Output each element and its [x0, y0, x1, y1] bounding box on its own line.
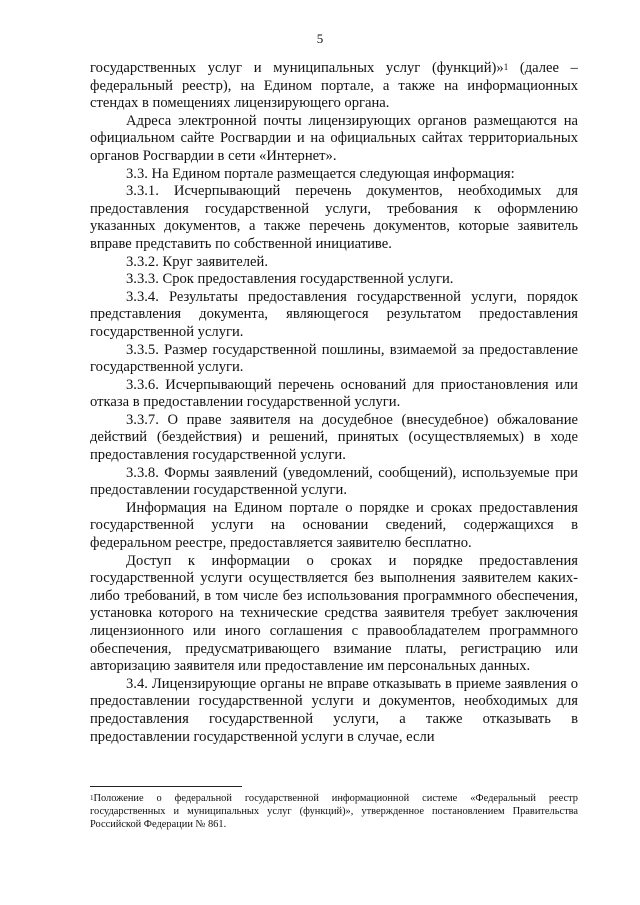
paragraph-3-3-6: 3.3.6. Исчерпывающий перечень оснований для приостановления или отказа в предоставлении государственной услуги. [90, 376, 578, 411]
footnote-marker: 1 [90, 794, 94, 802]
paragraph-3-3: 3.3. На Едином портале размещается следующая информация: [126, 165, 515, 182]
paragraph-3-3-2: 3.3.2. Круг заявителей. [126, 253, 268, 270]
footnote-reference[interactable]: 1 [503, 62, 509, 72]
footnote-divider [90, 786, 242, 787]
paragraph-3-3-8: 3.3.8. Формы заявлений (уведомлений, сообщений), используемые при предоставлении государственной услуги. [90, 464, 578, 499]
paragraph-3-3-1: 3.3.1. Исчерпывающий перечень документов, необходимых для предоставления государственной услуги, требования к оформлению указанных документов, а также перечень документов, которые заявитель вправе представить по собственной инициативе. [90, 183, 578, 252]
body-text [90, 60, 578, 746]
paragraph-access: Доступ к информации о сроках и порядке предоставления государственной услуги осуществляется без выполнения заявителем каких-либо требований, в том числе без использования программного обеспечения, установка которого на технические средства заявителя требует заключения лицензионного или иного соглашения с правообладателем программного обеспечения, предусматривающего взимание платы, регистрацию или авторизацию заявителя или предоставление им персональных данных. [90, 552, 578, 675]
paragraph-3-3-3: 3.3.3. Срок предоставления государственной услуги. [126, 271, 454, 288]
paragraph-3-4: 3.4. Лицензирующие органы не вправе отказывать в приеме заявления о предоставлении государственной услуги и документов, необходимых для предоставления государственной услуги, а также отказывать в предоставлении государственной услуги в случае, если [90, 675, 578, 745]
paragraph-continuation: государственных услуг и муниципальных услуг (функций)»$^1$ (далее – федеральный реестр), на Едином портале, а также на информационных стендах в помещениях лицензирующего органа. [90, 60, 578, 112]
paragraph-3-3-5: 3.3.5. Размер государственной пошлины, взимаемой за предоставление государственной услуги. [90, 341, 578, 376]
paragraph-3-3-7: 3.3.7. О праве заявителя на досудебное (внесудебное) обжалование действий (бездействия) и решений, принятых (осуществляемых) в ходе предоставления государственной услуги. [90, 411, 578, 464]
paragraph-portal-info: Информация на Едином портале о порядке и сроках предоставления государственной услуги на основании сведений, содержащихся в федеральном реестре, предоставляется заявителю бесплатно. [90, 499, 578, 552]
footnote [90, 792, 578, 831]
footnote-text: Положение о федеральной государственной информационной системе «Федеральный реестр государственных и муниципальных услуг (функций)», утвержденное постановлением Правительства Российской Федерации № 861. [90, 793, 578, 830]
paragraph-3-3-4: 3.3.4. Результаты предоставления государственной услуги, порядок представления документа, являющегося результатом предоставления государственной услуги. [90, 288, 578, 340]
paragraph-email-addresses: Адреса электронной почты лицензирующих органов размещаются на официальном сайте Росгвардии и на официальных сайтах территориальных органов Росгвардии в сети «Интернет». [90, 112, 578, 164]
page-number: 5 [316, 31, 324, 46]
